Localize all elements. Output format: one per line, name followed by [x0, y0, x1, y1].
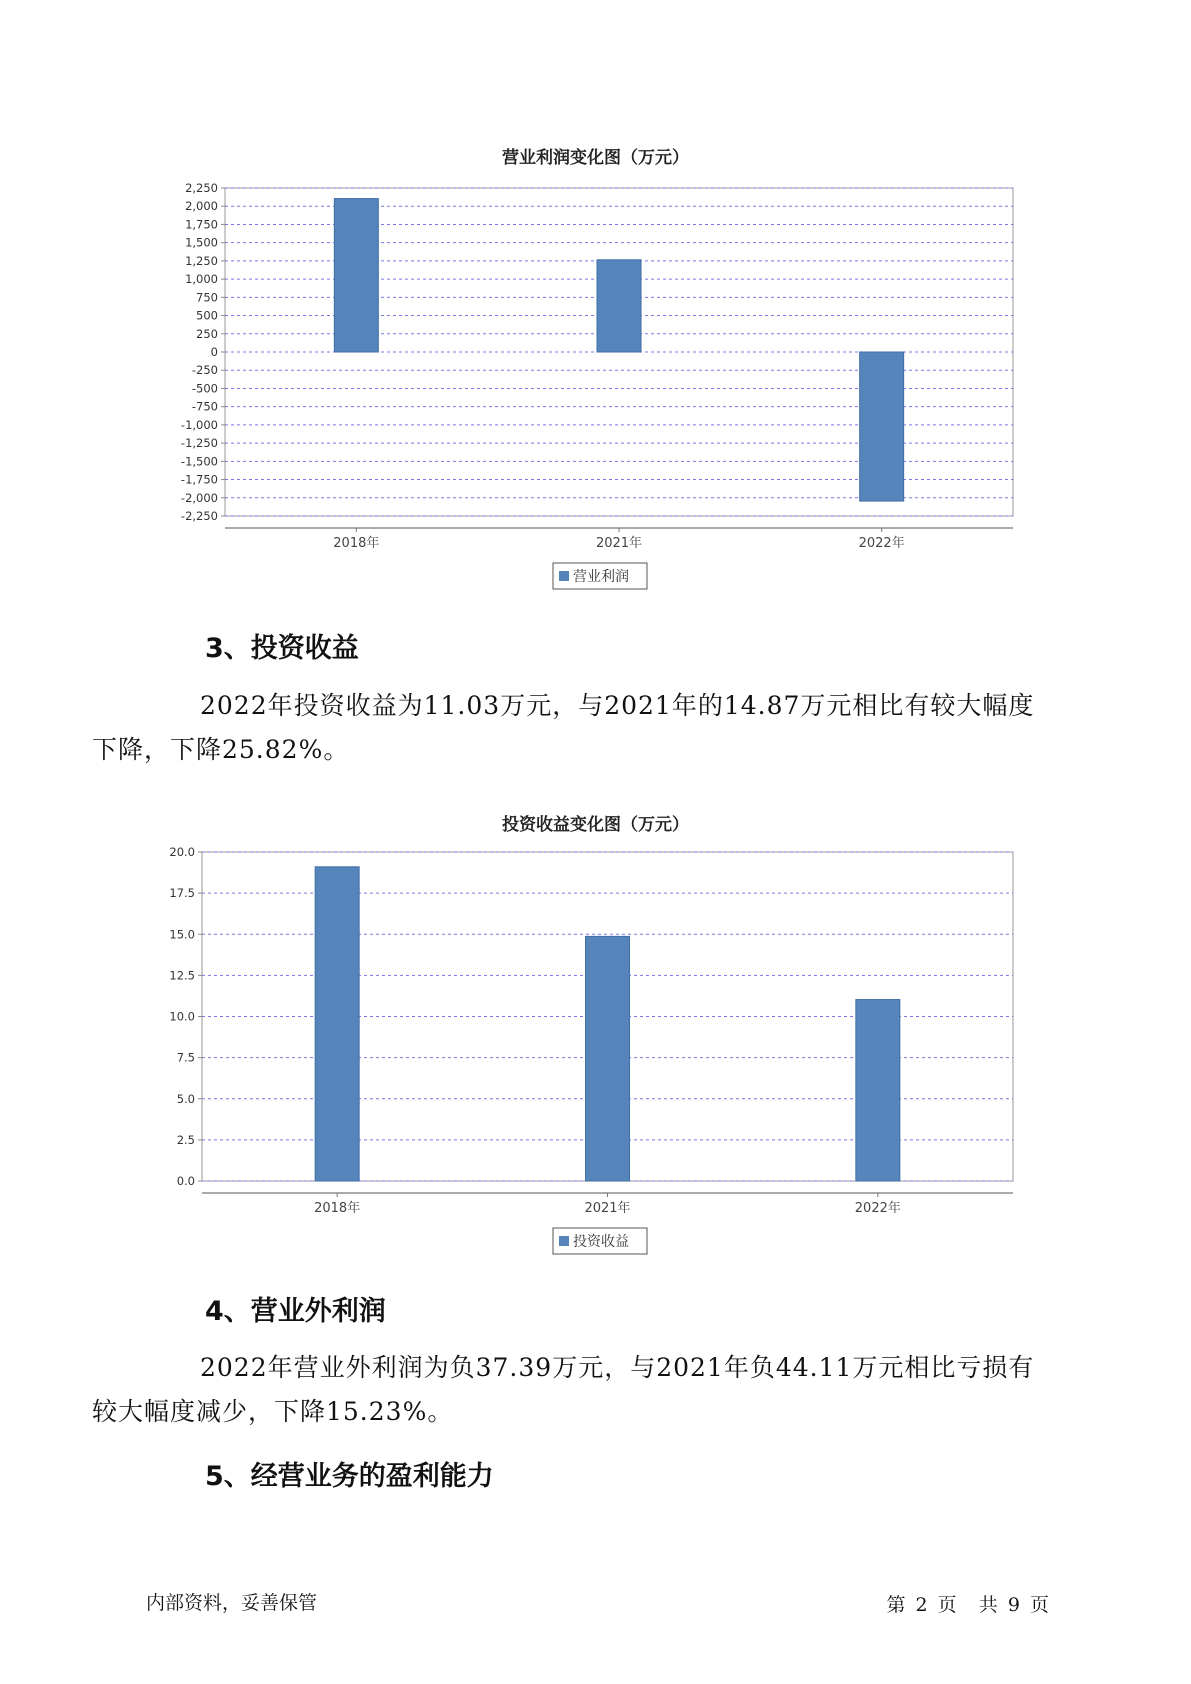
footer-total-prefix: 共	[978, 1594, 998, 1616]
chart2-xtick-label: 2018年	[314, 1201, 361, 1216]
section-5-heading: 5、经营业务的盈利能力	[205, 1461, 494, 1492]
chart1-legend-swatch	[559, 571, 569, 581]
operating-profit-chart	[0, 170, 1191, 590]
chart1-ytick-label: -750	[191, 399, 218, 414]
chart2-bar-2018年	[315, 867, 359, 1181]
chart2-ytick-label: 20.0	[169, 845, 195, 859]
chart2-ytick-label: 7.5	[176, 1050, 195, 1065]
section-3-line-2: 下降，下降25.82%。	[92, 735, 350, 764]
section-4-paragraph	[92, 1346, 1046, 1434]
chart2-xtick-label: 2021年	[584, 1201, 631, 1216]
chart1-bar-2021年	[597, 260, 641, 352]
footer-page-number	[884, 1590, 1051, 1617]
chart1-ytick-label: -500	[191, 381, 218, 396]
investment-income-chart	[0, 835, 1191, 1255]
footer-total-pages: 9	[1007, 1594, 1020, 1616]
chart1-ytick-label: 750	[196, 290, 218, 305]
chart1-bar-2018年	[334, 199, 378, 352]
section-4-heading: 4、营业外利润	[205, 1296, 386, 1327]
chart1-legend-label: 营业利润	[573, 569, 629, 585]
footer-page-current: 2	[915, 1594, 928, 1616]
chart1-ytick-label: 1,250	[185, 253, 218, 268]
section-4-line-1: 2022年营业外利润为负37.39万元，与2021年负44.11万元相比亏损有	[200, 1353, 1035, 1382]
chart1-ytick-label: 1,000	[185, 272, 218, 287]
chart1-xtick-label: 2022年	[858, 536, 905, 551]
chart2-legend-swatch	[559, 1236, 569, 1246]
chart2-ytick-label: 5.0	[176, 1091, 195, 1106]
section-3-paragraph	[92, 684, 1046, 772]
chart2-ytick-label: 10.0	[169, 1009, 195, 1024]
footer-page-mid: 页	[937, 1594, 957, 1616]
chart1-xtick-label: 2018年	[333, 536, 380, 551]
chart1-ytick-label: -1,750	[180, 472, 218, 487]
chart2-ytick-label: 2.5	[176, 1132, 195, 1147]
chart1-ytick-label: -250	[191, 363, 218, 378]
chart2-xtick-label: 2022年	[854, 1201, 901, 1216]
chart1-ytick-label: 1,500	[185, 235, 218, 250]
chart2-ytick-label: 12.5	[169, 968, 195, 983]
chart1-ytick-label: -1,000	[180, 417, 218, 432]
chart2-bar-2021年	[586, 936, 630, 1181]
chart1-xtick-label: 2021年	[595, 536, 643, 551]
section-3-heading: 3、投资收益	[205, 633, 359, 664]
footer-page-prefix: 第	[886, 1594, 906, 1616]
chart-1-title: 营业利润变化图（万元）	[502, 148, 689, 168]
chart1-ytick-label: 2,000	[185, 199, 218, 214]
chart1-bar-2022年	[860, 352, 904, 501]
chart1-ytick-label: -1,500	[180, 454, 218, 469]
chart1-ytick-label: -2,000	[180, 490, 218, 505]
chart1-ytick-label: 250	[196, 326, 218, 341]
chart2-legend-label: 投资收益	[573, 1234, 629, 1250]
chart2-ytick-label: 0.0	[176, 1174, 195, 1188]
chart1-ytick-label: 1,750	[185, 217, 218, 232]
chart2-ytick-label: 15.0	[169, 927, 195, 942]
chart1-ytick-label: 2,250	[185, 181, 218, 195]
chart2-ytick-label: 17.5	[169, 886, 195, 901]
footer-confidential-note: 内部资料，妥善保管	[146, 1592, 318, 1614]
section-4-line-2: 较大幅度减少，下降15.23%。	[92, 1397, 454, 1426]
chart1-ytick-label: 0	[210, 345, 218, 359]
section-3-line-1: 2022年投资收益为11.03万元，与2021年的14.87万元相比有较大幅度	[200, 691, 1035, 720]
chart1-ytick-label: -1,250	[180, 436, 218, 451]
footer-total-suffix: 页	[1029, 1594, 1049, 1616]
chart2-bar-2022年	[856, 1000, 900, 1181]
chart1-ytick-label: 500	[196, 308, 218, 323]
chart1-ytick-label: -2,250	[180, 509, 218, 523]
chart-2-title: 投资收益变化图（万元）	[502, 815, 689, 835]
